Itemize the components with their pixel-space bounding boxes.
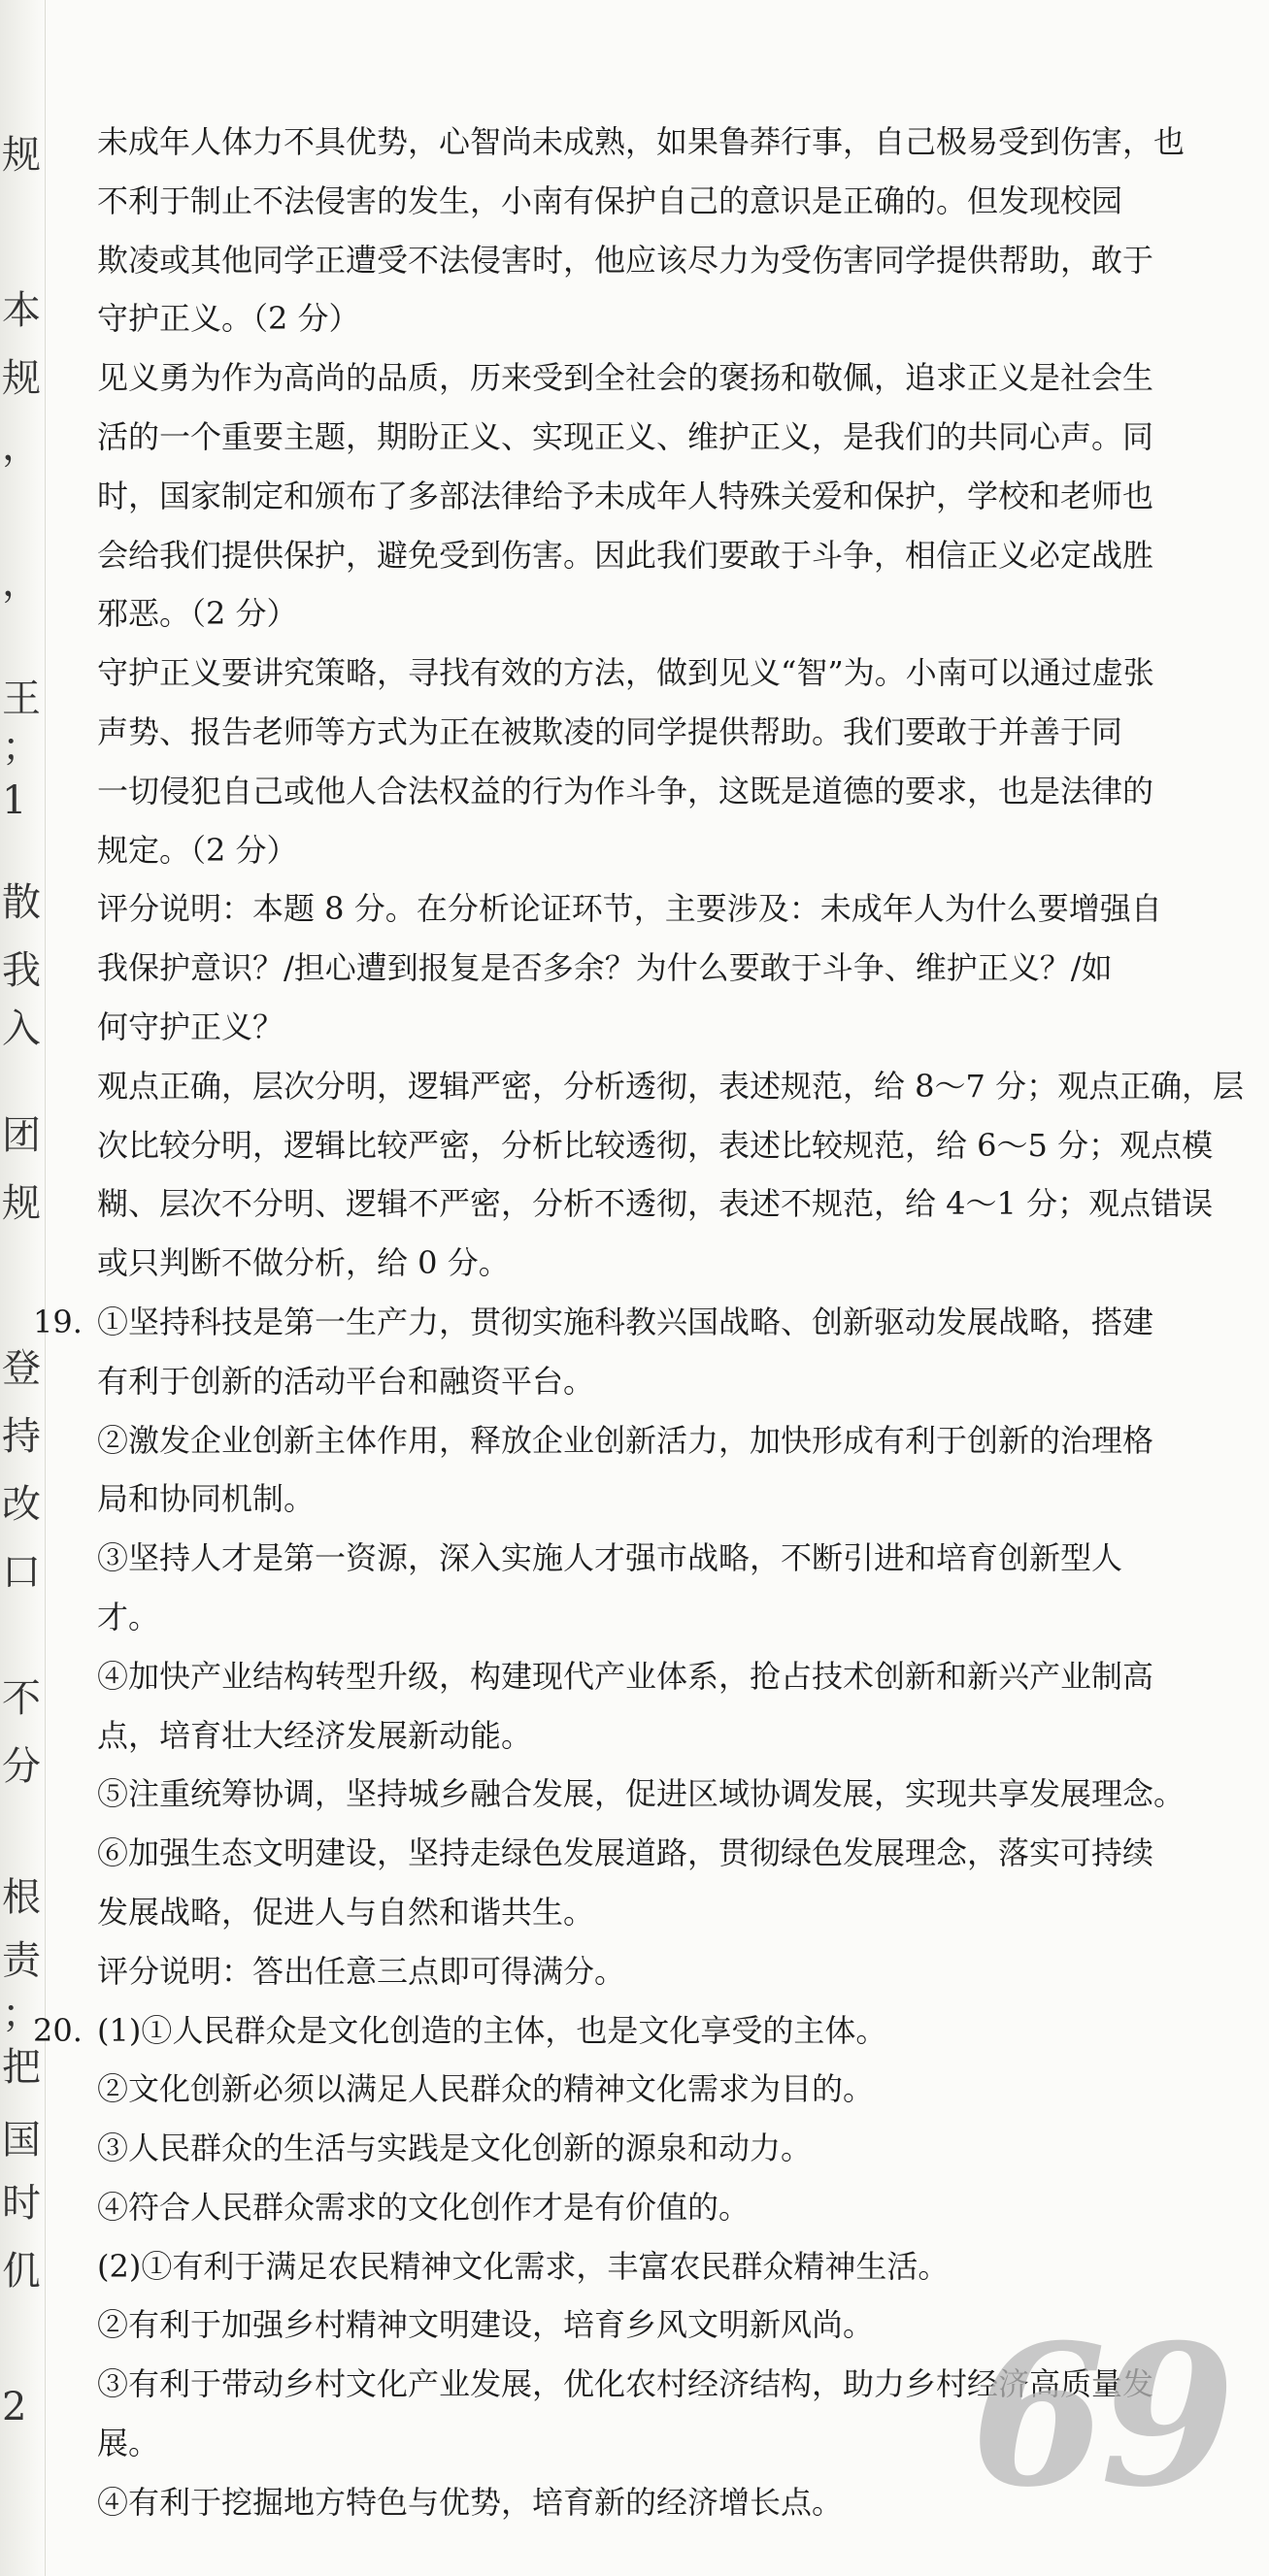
- text-line: [97, 526, 1214, 585]
- text-line: [97, 1352, 1214, 1411]
- text-line: [97, 1470, 1214, 1529]
- edge-glyph: 王: [2, 677, 41, 721]
- edge-glyph: 我: [2, 948, 41, 993]
- edge-glyph: 根: [2, 1875, 41, 1920]
- text-line: [33, 2001, 1214, 2061]
- line-text: 时，国家制定和颁布了多部法律给予未成年人特殊关爱和保护，学校和老师也: [97, 477, 1154, 514]
- line-text: 才。: [97, 1598, 160, 1635]
- line-text: 见义勇为作为高尚的品质，历来受到全社会的褒扬和敬佩，追求正义是社会生: [97, 359, 1154, 397]
- text-line: [97, 2237, 1214, 2296]
- text-line: [97, 2060, 1214, 2119]
- answer-text-body: [33, 113, 1245, 2532]
- question-number: 20.: [33, 2011, 83, 2049]
- line-text: 局和协同机制。: [97, 1480, 316, 1518]
- edge-glyph: 持: [2, 1414, 41, 1459]
- text-line: [97, 231, 1214, 290]
- line-text: ⑥加强生态文明建设，坚持走绿色发展道路，贯彻绿色发展理念，落实可持续: [97, 1834, 1154, 1872]
- edge-glyph: 口: [2, 1550, 41, 1595]
- line-text: 观点正确，层次分明，逻辑严密，分析透彻，表述规范，给 8～7 分；观点正确，层: [97, 1067, 1245, 1105]
- edge-glyph: 仉: [2, 2249, 41, 2294]
- edge-glyph: 责: [2, 1938, 41, 1983]
- line-text: 次比较分明，逻辑比较严密，分析比较透彻，表述比较规范，给 6～5 分；观点模: [97, 1126, 1214, 1164]
- line-text: 活的一个重要主题，期盼正义、实现正义、维护正义，是我们的共同心声。同: [97, 417, 1154, 455]
- text-line: [97, 1116, 1214, 1175]
- line-text: 规定。（2 分）: [97, 831, 298, 869]
- line-text: 何守护正义？: [97, 1007, 284, 1045]
- line-text: (1)①人民群众是文化创造的主体，也是文化享受的主体。: [97, 2011, 887, 2049]
- text-line: [97, 1057, 1245, 1116]
- text-line: [97, 1765, 1214, 1824]
- text-line: [97, 821, 1214, 880]
- text-line: [97, 1529, 1214, 1588]
- line-text: (2)①有利于满足农民精神文化需求，丰富农民群众精神生活。: [97, 2247, 950, 2285]
- line-text: ④加快产业结构转型升级，构建现代产业体系，抢占技术创新和新兴产业制高: [97, 1657, 1154, 1695]
- text-line: [97, 2119, 1214, 2178]
- text-line: [97, 1824, 1214, 1883]
- edge-glyph: 入: [2, 1007, 41, 1051]
- edge-glyph: ，: [2, 560, 41, 605]
- line-text: 守护正义要讲究策略，寻找有效的方法，做到见义“智”为。小南可以通过虚张: [97, 654, 1154, 692]
- edge-glyph: 1: [2, 778, 27, 823]
- text-line: [97, 762, 1214, 821]
- text-line: [97, 1174, 1214, 1234]
- edge-glyph: 规: [2, 133, 41, 178]
- edge-glyph: 时: [2, 2181, 41, 2226]
- line-text: 或只判断不做分析，给 0 分。: [97, 1244, 510, 1282]
- scanned-left-edge: [0, 0, 46, 2576]
- line-text: ③人民群众的生活与实践是文化创新的源泉和动力。: [97, 2130, 813, 2167]
- line-text: 评分说明：本题 8 分。在分析论证环节，主要涉及：未成年人为什么要增强自: [97, 890, 1162, 928]
- text-line: [97, 879, 1214, 939]
- line-text: ②有利于加强乡村精神文明建设，培育乡风文明新风尚。: [97, 2306, 875, 2344]
- line-text: 一切侵犯自己或他人合法权益的行为作斗争，这既是道德的要求，也是法律的: [97, 772, 1154, 809]
- line-text: 点，培育壮大经济发展新动能。: [97, 1716, 533, 1754]
- line-text: 我保护意识？/担心遭到报复是否多余？为什么要敢于斗争、维护正义？/如: [97, 949, 1113, 987]
- edge-glyph: 把: [2, 2045, 41, 2090]
- text-line: [97, 172, 1214, 231]
- line-text: ③坚持人才是第一资源，深入实施人才强市战略，不断引进和培育创新型人: [97, 1539, 1123, 1577]
- edge-glyph: 本: [2, 288, 41, 333]
- text-line: [97, 1588, 1214, 1647]
- text-line: [97, 1706, 1214, 1766]
- line-text: ③有利于带动乡村文化产业发展，优化农村经济结构，助力乡村经济高质量发: [97, 2365, 1154, 2403]
- edge-glyph: ，: [2, 424, 41, 469]
- text-line: [97, 1411, 1214, 1470]
- edge-glyph: 改: [2, 1482, 41, 1527]
- line-text: ②激发企业创新主体作用，释放企业创新活力，加快形成有利于创新的治理格: [97, 1421, 1154, 1459]
- edge-glyph: 登: [2, 1346, 41, 1391]
- line-text: ⑤注重统筹协调，坚持城乡融合发展，促进区域协调发展，实现共享发展理念。: [97, 1775, 1186, 1813]
- text-line: [97, 113, 1214, 172]
- text-line: [97, 1234, 1214, 1293]
- line-text: 糊、层次不分明、逻辑不严密，分析不透彻，表述不规范，给 4～1 分；观点错误: [97, 1185, 1214, 1223]
- line-text: ②文化创新必须以满足人民群众的精神文化需求为目的。: [97, 2070, 875, 2108]
- edge-glyph: 分: [2, 1744, 41, 1789]
- line-text: ①坚持科技是第一生产力，贯彻实施科教兴国战略、创新驱动发展战略，搭建: [97, 1303, 1154, 1340]
- line-text: 声势、报告老师等方式为正在被欺凌的同学提供帮助。我们要敢于并善于同: [97, 712, 1123, 750]
- text-line: [97, 467, 1214, 526]
- text-line: [97, 939, 1214, 998]
- question-number: 19.: [33, 1303, 83, 1340]
- line-text: 不利于制止不法侵害的发生，小南有保护自己的意识是正确的。但发现校园: [97, 182, 1123, 219]
- text-line: [97, 289, 1214, 348]
- line-text: 有利于创新的活动平台和融资平台。: [97, 1362, 595, 1400]
- text-line: [97, 703, 1214, 762]
- line-text: 发展战略，促进人与自然和谐共生。: [97, 1893, 595, 1931]
- text-line: [97, 1883, 1214, 1942]
- line-text: ④符合人民群众需求的文化创作才是有价值的。: [97, 2188, 751, 2226]
- edge-glyph: 不: [2, 1676, 41, 1721]
- text-line: [97, 584, 1214, 644]
- edge-glyph: 2: [2, 2385, 27, 2429]
- edge-glyph: 规: [2, 1181, 41, 1226]
- line-text: 会给我们提供保护，避免受到伤害。因此我们要敢于斗争，相信正义必定战胜: [97, 536, 1154, 574]
- text-line: [97, 998, 1214, 1057]
- page-number-watermark: 69: [971, 2302, 1230, 2530]
- edge-glyph: ；: [2, 725, 41, 770]
- text-line: [97, 1942, 1214, 2001]
- line-text: 未成年人体力不具优势，心智尚未成熟，如果鲁莽行事，自己极易受到伤害，也: [97, 123, 1186, 160]
- line-text: ④有利于挖掘地方特色与优势，培育新的经济增长点。: [97, 2483, 844, 2521]
- line-text: 展。: [97, 2425, 160, 2462]
- edge-glyph: 散: [2, 880, 41, 925]
- line-text: 邪恶。（2 分）: [97, 595, 298, 633]
- text-line: [97, 408, 1214, 467]
- edge-glyph: 团: [2, 1113, 41, 1158]
- line-text: 评分说明：答出任意三点即可得满分。: [97, 1952, 626, 1990]
- edge-glyph: ；: [2, 1992, 41, 2036]
- text-line: [97, 644, 1214, 703]
- edge-glyph: 国: [2, 2118, 41, 2163]
- edge-glyph: 规: [2, 356, 41, 401]
- text-line: [97, 1647, 1214, 1706]
- line-text: 欺凌或其他同学正遭受不法侵害时，他应该尽力为受伤害同学提供帮助，敢于: [97, 241, 1154, 279]
- text-line: [97, 2178, 1214, 2237]
- text-line: [97, 348, 1214, 408]
- text-line: [33, 1293, 1214, 1352]
- line-text: 守护正义。（2 分）: [97, 300, 360, 338]
